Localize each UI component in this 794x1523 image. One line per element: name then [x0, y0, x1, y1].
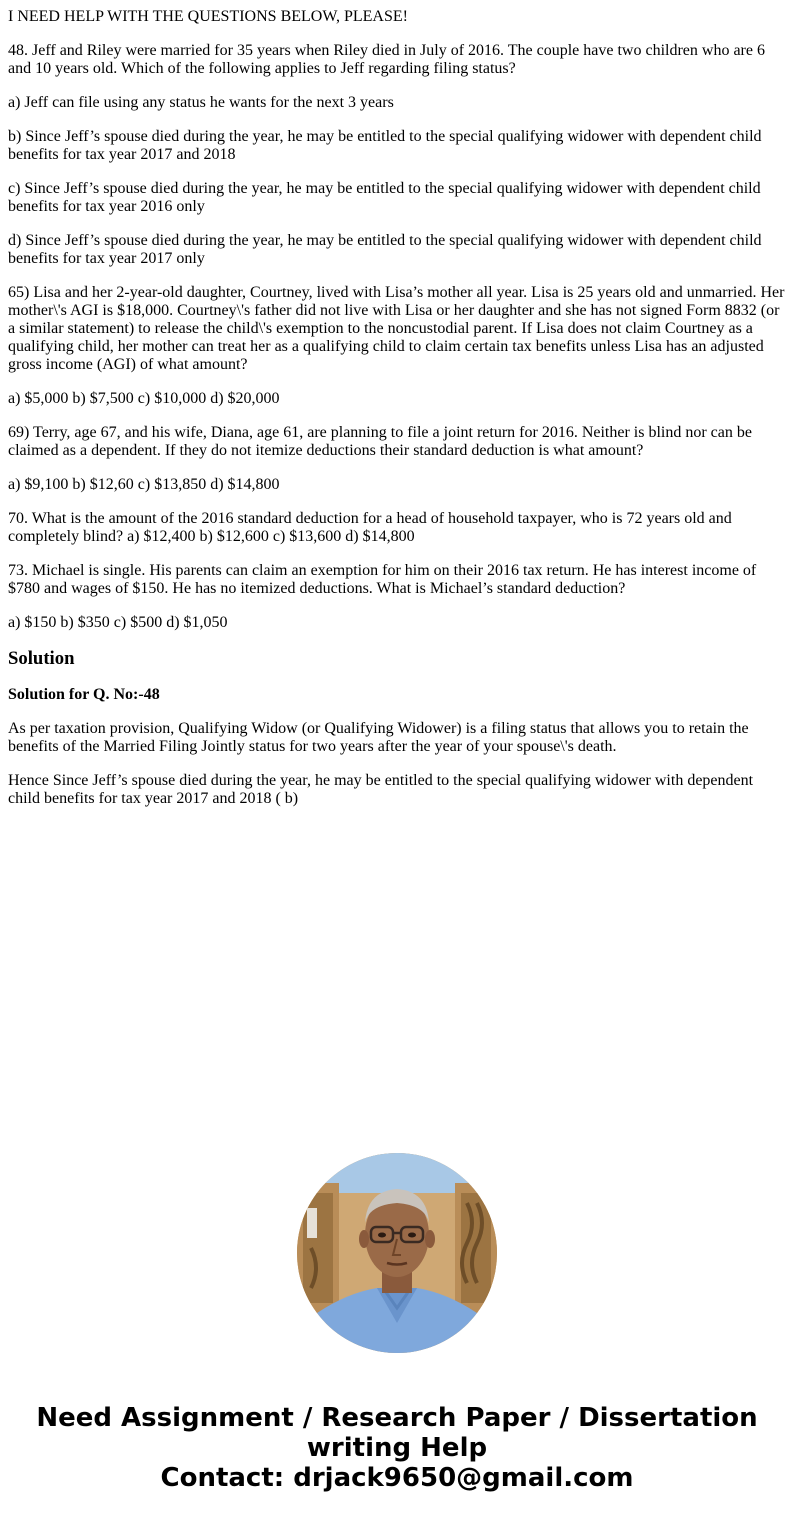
question-69-options: a) $9,100 b) $12,60 c) $13,850 d) $14,800	[8, 476, 280, 493]
question-70: 70. What is the amount of the 2016 standard deduction for a head of household taxpayer, who is 72 years old and completely blind? a) $12,400 b) $12,600 c) $13,600 d) $14,800	[8, 510, 732, 545]
promo-contact-line: Contact: drjack9650@gmail.com	[160, 1463, 634, 1493]
question-69: 69) Terry, age 67, and his wife, Diana, age 61, are planning to file a joint return for 2016. Neither is blind nor can be claimed as a dependent. If they do not itemize deductions their standard deduction is what amount?	[8, 424, 752, 459]
promo-banner	[0, 1403, 794, 1493]
solution-paragraph-2: Hence Since Jeff’s spouse died during the year, he may be entitled to the special qualifying widower with dependent child benefits for tax year 2017 and 2018 ( b)	[8, 772, 754, 807]
solution-paragraph-1: As per taxation provision, Qualifying Widow (or Qualifying Widower) is a filing status that allows you to retain the benefits of the Married Filing Jointly status for two years after the year of your spouse\'s death.	[8, 720, 749, 755]
intro-text: I NEED HELP WITH THE QUESTIONS BELOW, PLEASE!	[8, 8, 408, 25]
document-body	[8, 8, 786, 824]
expert-portrait-image	[297, 1153, 497, 1353]
question-48-option-b: b) Since Jeff’s spouse died during the year, he may be entitled to the special qualifying widower with dependent child benefits for tax year 2017 and 2018	[8, 128, 762, 163]
promo-line-1: Need Assignment / Research Paper / Dissertation	[36, 1403, 758, 1433]
question-65: 65) Lisa and her 2-year-old daughter, Courtney, lived with Lisa’s mother all year. Lisa is 25 years old and unmarried. Her mother\'s AGI is $18,000. Courtney\'s father did not live with Lisa or her daughter and she has not signed Form 8832 (or a similar statement) to release the child\'s exemption to the noncustodial parent. If Lisa does not claim Courtney as a qualifying child, her mother can treat her as a qualifying child to claim certain tax benefits unless Lisa has an adjusted gross income (AGI) of what amount?	[8, 284, 785, 373]
question-48-option-c: c) Since Jeff’s spouse died during the year, he may be entitled to the special qualifying widower with dependent child benefits for tax year 2016 only	[8, 180, 761, 215]
question-48-option-a: a) Jeff can file using any status he wants for the next 3 years	[8, 94, 394, 111]
expert-avatar	[297, 1153, 497, 1353]
question-73-options: a) $150 b) $350 c) $500 d) $1,050	[8, 614, 228, 631]
question-48-option-d: d) Since Jeff’s spouse died during the year, he may be entitled to the special qualifying widower with dependent child benefits for tax year 2017 only	[8, 232, 762, 267]
question-48: 48. Jeff and Riley were married for 35 years when Riley died in July of 2016. The couple have two children who are 6 and 10 years old. Which of the following applies to Jeff regarding filing status?	[8, 42, 765, 77]
solution-subheading: Solution for Q. No:-48	[8, 686, 160, 703]
promo-line-2: writing Help	[306, 1433, 488, 1463]
question-65-options: a) $5,000 b) $7,500 c) $10,000 d) $20,000	[8, 390, 280, 407]
question-73: 73. Michael is single. His parents can claim an exemption for him on their 2016 tax return. He has interest income of $780 and wages of $150. He has no itemized deductions. What is Michael’s standard deduction?	[8, 562, 757, 597]
solution-heading: Solution	[8, 648, 75, 669]
